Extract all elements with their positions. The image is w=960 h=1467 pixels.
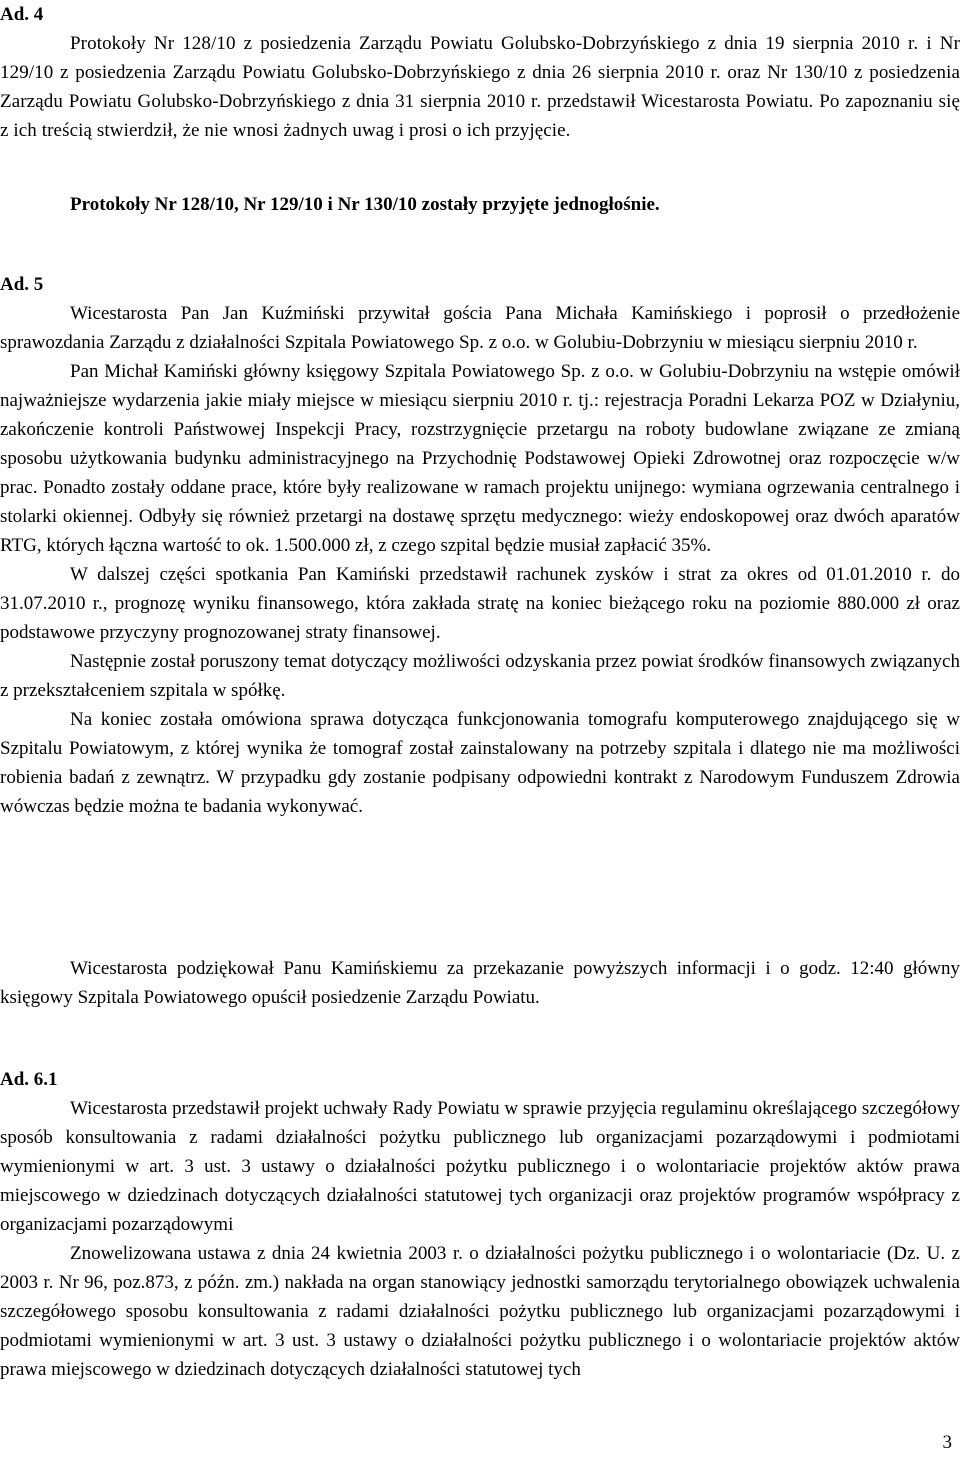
section-ad5 xyxy=(0,270,960,821)
section-heading-ad6-1: Ad. 6.1 xyxy=(0,1069,58,1090)
section-ad6-1 xyxy=(0,1065,960,1384)
ad5-paragraph-3: W dalszej części spotkania Pan Kamiński przedstawił rachunek zysków i strat za okres od 01.01.2010 r. do 31.07.2010 r., prognozę wyniku finansowego, która zakłada stratę na koniec bieżącego roku na poziomie 880.000 zł oraz podstawowe przyczyny prognozowanej straty finansowej. xyxy=(0,564,960,643)
page-number: 3 xyxy=(942,1432,952,1453)
ad5-paragraph-1: Wicestarosta Pan Jan Kuźmiński przywitał gościa Pana Michała Kamińskiego i poprosił o przedłożenie sprawozdania Zarządu z działalności Szpitala Powiatowego Sp. z o.o. w Golubiu-Dobrzyniu w miesiącu sierpniu 2010 r. xyxy=(0,303,960,353)
section-heading-ad5: Ad. 5 xyxy=(0,274,44,295)
ad4-resolution-block xyxy=(0,190,960,219)
ad6-1-paragraph-1: Wicestarosta przedstawił projekt uchwały Rady Powiatu w sprawie przyjęcia regulaminu określającego szczegółowy sposób konsultowania z radami działalności pożytku publicznego lub organizacjami pozarządowymi i podmiotami wymienionymi w art. 3 ust. 3 ustawy o działalności pożytku publicznego i o wolontariacie projektów aktów prawa miejscowego w dziedzinach dotyczących działalności statutowej tych organizacji oraz projektów programów współpracy z organizacjami pozarządowymi xyxy=(0,1098,960,1235)
ad4-paragraph: Protokoły Nr 128/10 z posiedzenia Zarządu Powiatu Golubsko-Dobrzyńskiego z dnia 19 sierpnia 2010 r. i Nr 129/10 z posiedzenia Zarządu Powiatu Golubsko-Dobrzyńskiego z dnia 26 sierpnia 2010 r. oraz Nr 130/10 z posiedzenia Zarządu Powiatu Golubsko-Dobrzyńskiego z dnia 31 sierpnia 2010 r. przedstawił Wicestarosta Powiatu. Po zapoznaniu się z ich treścią stwierdził, że nie wnosi żadnych uwag i prosi o ich przyjęcie. xyxy=(0,33,960,141)
ad4-resolution: Protokoły Nr 128/10, Nr 129/10 i Nr 130/10 zostały przyjęte jednogłośnie. xyxy=(70,194,660,215)
ad5-closing-block xyxy=(0,954,960,1012)
section-ad4 xyxy=(0,0,960,145)
ad5-paragraph-6: Wicestarosta podziękował Panu Kamińskiemu za przekazanie powyższych informacji i o godz. 12:40 główny księgowy Szpitala Powiatowego opuścił posiedzenie Zarządu Powiatu. xyxy=(0,958,960,1008)
ad5-paragraph-2: Pan Michał Kamiński główny księgowy Szpitala Powiatowego Sp. z o.o. w Golubiu-Dobrzyniu na wstępie omówił najważniejsze wydarzenia jakie miały miejsce w miesiącu sierpniu 2010 r. tj.: rejestracja Poradni Lekarza POZ w Działyniu, zakończenie kontroli Państwowej Inspekcji Pracy, rozstrzygnięcie przetargu na roboty budowlane związane ze zmianą sposobu użytkowania budynku administracyjnego na Przychodnię Podstawowej Opieki Zdrowotnej oraz rozpoczęcie w/w prac. Ponadto zostały oddane prace, które były realizowane w ramach projektu unijnego: wymiana ogrzewania centralnego i stolarki okiennej. Odbyły się również przetargi na dostawę sprzętu medycznego: wieży endoskopowej oraz dwóch aparatów RTG, których łączna wartość to ok. 1.500.000 zł, z czego szpital będzie musiał zapłacić 35%. xyxy=(0,361,960,556)
ad5-paragraph-4: Następnie został poruszony temat dotyczący możliwości odzyskania przez powiat środków finansowych związanych z przekształceniem szpitala w spółkę. xyxy=(0,651,960,701)
ad5-paragraph-5: Na koniec została omówiona sprawa dotycząca funkcjonowania tomografu komputerowego znajdującego się w Szpitalu Powiatowym, z której wynika że tomograf został zainstalowany na potrzeby szpitala i dlatego nie ma możliwości robienia badań z zewnątrz. W przypadku gdy zostanie podpisany odpowiedni kontrakt z Narodowym Funduszem Zdrowia wówczas będzie można te badania wykonywać. xyxy=(0,709,960,817)
ad6-1-paragraph-2: Znowelizowana ustawa z dnia 24 kwietnia 2003 r. o działalności pożytku publicznego i o wolontariacie (Dz. U. z 2003 r. Nr 96, poz.873, z późn. zm.) nakłada na organ stanowiący jednostki samorządu terytorialnego obowiązek uchwalenia szczegółowego sposobu konsultowania z radami działalności pożytku publicznego lub organizacjami pozarządowymi i podmiotami wymienionymi w art. 3 ust. 3 ustawy o działalności pożytku publicznego i o wolontariacie projektów aktów prawa miejscowego w dziedzinach dotyczących działalności statutowej tych xyxy=(0,1243,960,1380)
section-heading-ad4: Ad. 4 xyxy=(0,4,44,25)
